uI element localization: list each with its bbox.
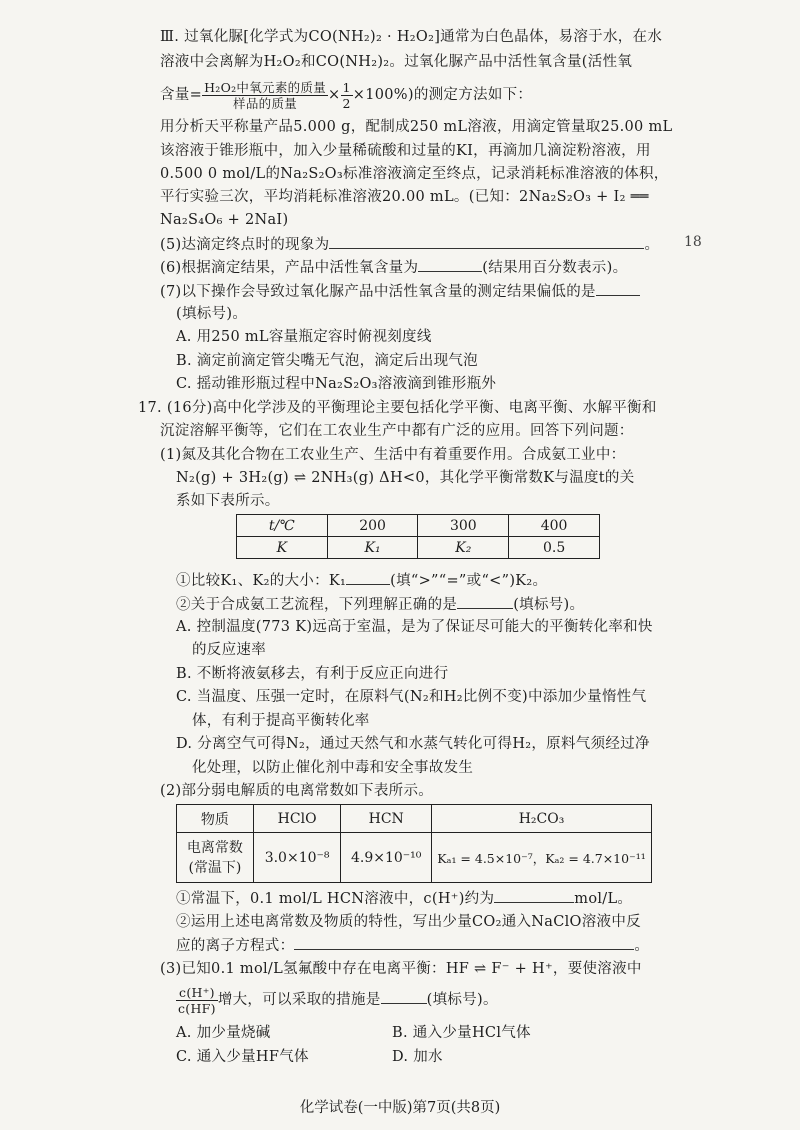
ionization-table [176,804,652,883]
k-table-cell: K₁ [327,537,418,559]
q5-answer-blank[interactable] [329,234,644,249]
side-page-number: 18 [684,234,702,250]
option-a-line1: A. 控制温度(773 K)远高于室温，是为了保证尽可能大的平衡转化率和快 [176,619,653,635]
q17-part1: (1)氮及其化合物在工农业生产、生活中有着重要作用。合成氨工业中： [160,447,626,463]
ratio-numerator: c(H⁺) [176,985,218,1001]
compare-hint: (填“>”“=”或“<”)K₂。 [390,573,548,589]
formula-line [160,78,532,112]
ratio-fraction [176,985,218,1016]
k-temperature-table [236,514,600,559]
ion-table-header: HClO [253,805,341,833]
k-table-header: 400 [509,515,600,537]
ion-table-cell: Kₐ₁ = 4.5×10⁻⁷，Kₐ₂ = 4.7×10⁻¹¹ [432,833,652,883]
k-table-header: 200 [327,515,418,537]
formula-suffix: ×100%)的测定方法如下： [352,87,533,103]
ion-table-header: H₂CO₃ [432,805,652,833]
q7-hint: (填标号)。 [176,306,248,322]
q6-text: (6)根据滴定结果，产品中活性氧含量为 [160,260,419,276]
q5-end: 。 [644,237,660,253]
ion-row-label [177,833,254,883]
compare-answer-blank[interactable] [346,570,390,585]
p3-option-a: A. 加少量烧碱 [176,1025,271,1041]
hcn-text: ①常温下，0.1 mol/L HCN溶液中，c(H⁺)约为 [176,891,495,907]
ratio-text: 增大，可以采取的措施是 [217,992,381,1008]
page-footer: 化学试卷(一中版)第7页(共8页) [299,1100,501,1116]
k-table-header: t/℃ [237,515,328,537]
process-hint: (填标号)。 [513,597,585,613]
method-line2: 该溶液于锥形瓶中，加入少量稀硫酸和过量的KI，再滴加几滴淀粉溶液，用 [160,143,651,159]
k-table-cell: K₂ [418,537,509,559]
q7-option-c: C. 摇动锥形瓶过程中Na₂S₂O₃溶液滴到锥形瓶外 [176,376,497,392]
method-line5: Na₂S₄O₆ + 2NaI) [160,212,289,228]
ion-table-header: 物质 [177,805,254,833]
ionic-eq-answer-blank[interactable] [294,935,634,950]
ionic-eq-text: 应的离子方程式： [176,938,295,954]
q3-intro-line1: Ⅲ. 过氧化脲[化学式为CO(NH₂)₂ · H₂O₂]通常为白色晶体，易溶于水，在水 [160,29,663,45]
q3-intro-line2: 溶液中会离解为H₂O₂和CO(NH₂)₂。过氧化脲产品中活性氧含量(活性氧 [160,54,633,70]
ratio-hint: (填标号)。 [426,992,498,1008]
hcn-line [176,888,632,909]
q17-equation: N₂(g) + 3H₂(g) ⇌ 2NH₃(g) ΔH<0，其化学平衡常数K与温度t的关 [176,470,635,486]
k-table-cell: K [237,537,328,559]
q17-part3: (3)已知0.1 mol/L氢氟酸中存在电离平衡：HF ⇌ F⁻ + H⁺，要使溶液中 [160,961,642,977]
option-d-line1: D. 分离空气可得N₂，通过天然气和水蒸气转化可得H₂，原料气须经过净 [176,736,650,752]
q17-equation-cont: 系如下表所示。 [176,493,280,509]
option-c-line1: C. 当温度、压强一定时，在原料气(N₂和H₂比例不变)中添加少量惰性气 [176,689,647,705]
ion-row-label-line2: (常温下) [188,859,242,876]
ionic-eq-line1: ②运用上述电离常数及物质的特性，写出少量CO₂通入NaClO溶液中反 [176,914,641,930]
q5-line [160,234,659,255]
hcn-answer-blank[interactable] [494,888,574,903]
q7-option-b: B. 滴定前滴定管尖嘴无气泡，滴定后出现气泡 [176,353,478,369]
q6-hint: (结果用百分数表示)。 [482,260,628,276]
formula-denominator: 样品的质量 [233,95,298,111]
half-fraction [341,80,353,111]
q17-intro: 沉淀溶解平衡等，它们在工农业生产中都有广泛的应用。回答下列问题： [160,423,634,439]
compare-text: ①比较K₁、K₂的大小：K₁ [176,573,347,589]
option-a-line2: 的反应速率 [192,642,266,658]
q17-process-line [176,594,584,615]
q7-line [160,281,640,302]
ion-table-cell: 4.9×10⁻¹⁰ [341,833,432,883]
process-text: ②关于合成氨工艺流程，下列理解正确的是 [176,597,458,613]
ionic-eq-end: 。 [634,938,650,954]
option-c-line2: 体，有利于提高平衡转化率 [192,713,370,729]
method-line3: 0.500 0 mol/L的Na₂S₂O₃标准溶液滴定至终点，记录消耗标准溶液的体积， [160,166,669,182]
ratio-denominator: c(HF) [178,1000,216,1016]
formula-prefix: 含量= [160,87,203,103]
half-numerator: 1 [342,79,351,95]
p3-option-b: B. 通入少量HCl气体 [392,1025,531,1041]
q5-text: (5)达滴定终点时的现象为 [160,237,330,253]
k-table-cell: 0.5 [509,537,600,559]
q6-answer-blank[interactable] [418,257,482,272]
option-d-line2: 化处理，以防止催化剂中毒和安全事故发生 [192,760,474,776]
formula-numerator: H₂O₂中氧元素的质量 [204,79,327,95]
q7-text: (7)以下操作会导致过氧化脲产品中活性氧含量的测定结果偏低的是 [160,284,596,300]
ion-row-label-line1: 电离常数 [186,839,243,856]
method-line4: 平行实验三次，平均消耗标准溶液20.00 mL。(已知：2Na₂S₂O₃ + I₂ ══ [160,189,649,205]
formula-times: × [328,87,341,103]
ratio-line [176,982,498,1018]
ion-table-header: HCN [341,805,432,833]
process-answer-blank[interactable] [457,594,513,609]
q7-answer-blank[interactable] [596,281,640,296]
p3-option-c: C. 通入少量HF气体 [176,1049,309,1065]
ion-table-cell: 3.0×10⁻⁸ [253,833,341,883]
formula-fraction [202,80,328,111]
hcn-unit: mol/L。 [574,891,633,907]
q7-option-a: A. 用250 mL容量瓶定容时俯视刻度线 [176,329,432,345]
half-denominator: 2 [342,95,351,111]
ratio-answer-blank[interactable] [381,989,427,1004]
q17-compare-line [176,570,547,591]
ionic-eq-line2 [176,935,649,956]
q17-part2: (2)部分弱电解质的电离常数如下表所示。 [160,783,434,799]
q6-line [160,257,627,278]
method-line1: 用分析天平称量产品5.000 g，配制成250 mL溶液，用滴定管量取25.00 mL [160,119,673,135]
option-b: B. 不断将液氨移去，有利于反应正向进行 [176,666,449,682]
q17-title: 17. (16分)高中化学涉及的平衡理论主要包括化学平衡、电离平衡、水解平衡和 [138,400,657,416]
k-table-header: 300 [418,515,509,537]
p3-option-d: D. 加水 [392,1049,443,1065]
